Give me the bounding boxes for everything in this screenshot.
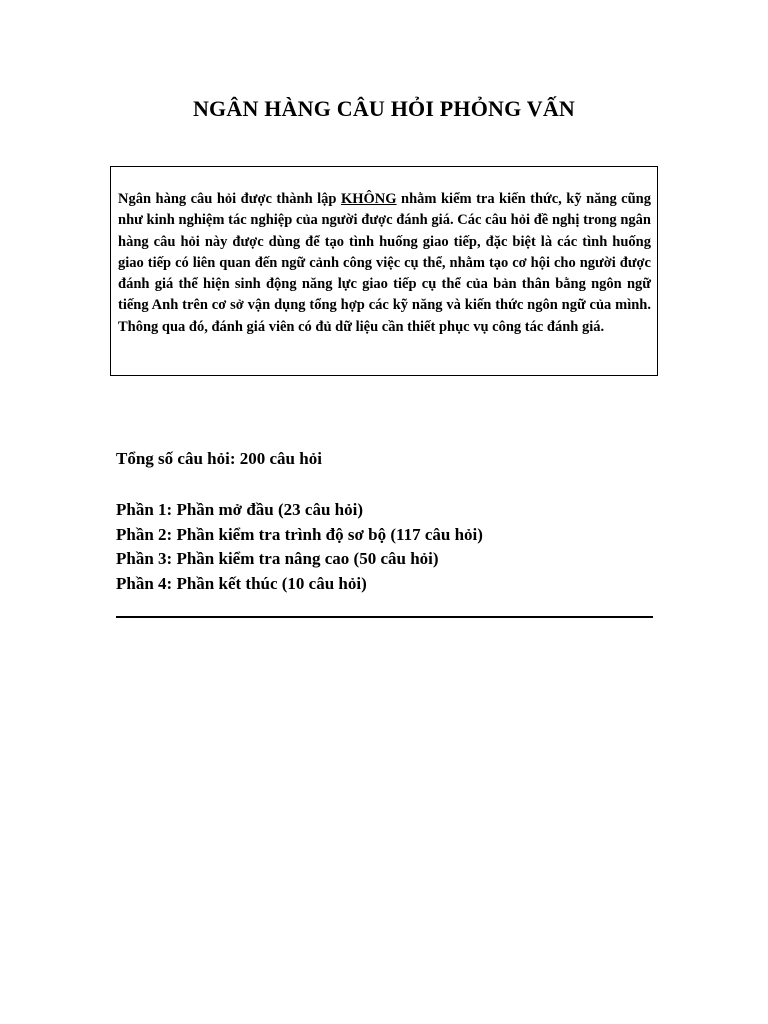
part-item-3: Phần 3: Phần kiểm tra nâng cao (50 câu hỏi) bbox=[116, 549, 439, 568]
part-item-1: Phần 1: Phần mở đầu (23 câu hỏi) bbox=[116, 500, 363, 519]
notice-emphasis: KHÔNG bbox=[340, 191, 397, 207]
part-item-2: Phần 2: Phần kiểm tra trình độ sơ bộ (117 câu hỏi) bbox=[116, 524, 483, 544]
document-title: NGÂN HÀNG CÂU HỎI PHỎNG VẤN bbox=[192, 96, 576, 121]
notice-box bbox=[110, 166, 658, 376]
horizontal-divider bbox=[116, 616, 653, 618]
parts-list bbox=[116, 498, 483, 596]
notice-text-after: nhằm kiểm tra kiến thức, kỹ năng cũng như kinh nghiệm tác nghiệp của người được đánh giá. Các câu hỏi đề nghị trong ngân hàng câu hỏi này được dùng để tạo tình huống giao tiếp, đặc biệt là các tình huống giao tiếp có liên quan đến ngữ cảnh công việc cụ thể, nhằm tạo cơ hội cho người được đánh giá thể hiện sinh động năng lực giao tiếp cụ thể của bản thân bằng ngôn ngữ tiếng Anh trên cơ sở vận dụng tổng hợp các kỹ năng và kiến thức ngôn ngữ của mình. Thông qua đó, đánh giá viên có đủ dữ liệu cần thiết phục vụ công tác đánh giá. bbox=[118, 191, 651, 335]
total-questions: Tổng số câu hỏi: 200 câu hỏi bbox=[116, 449, 322, 468]
notice-paragraph bbox=[118, 189, 651, 338]
part-item-4: Phần 4: Phần kết thúc (10 câu hỏi) bbox=[116, 573, 367, 593]
notice-text-before: Ngân hàng câu hỏi được thành lập bbox=[118, 191, 341, 207]
